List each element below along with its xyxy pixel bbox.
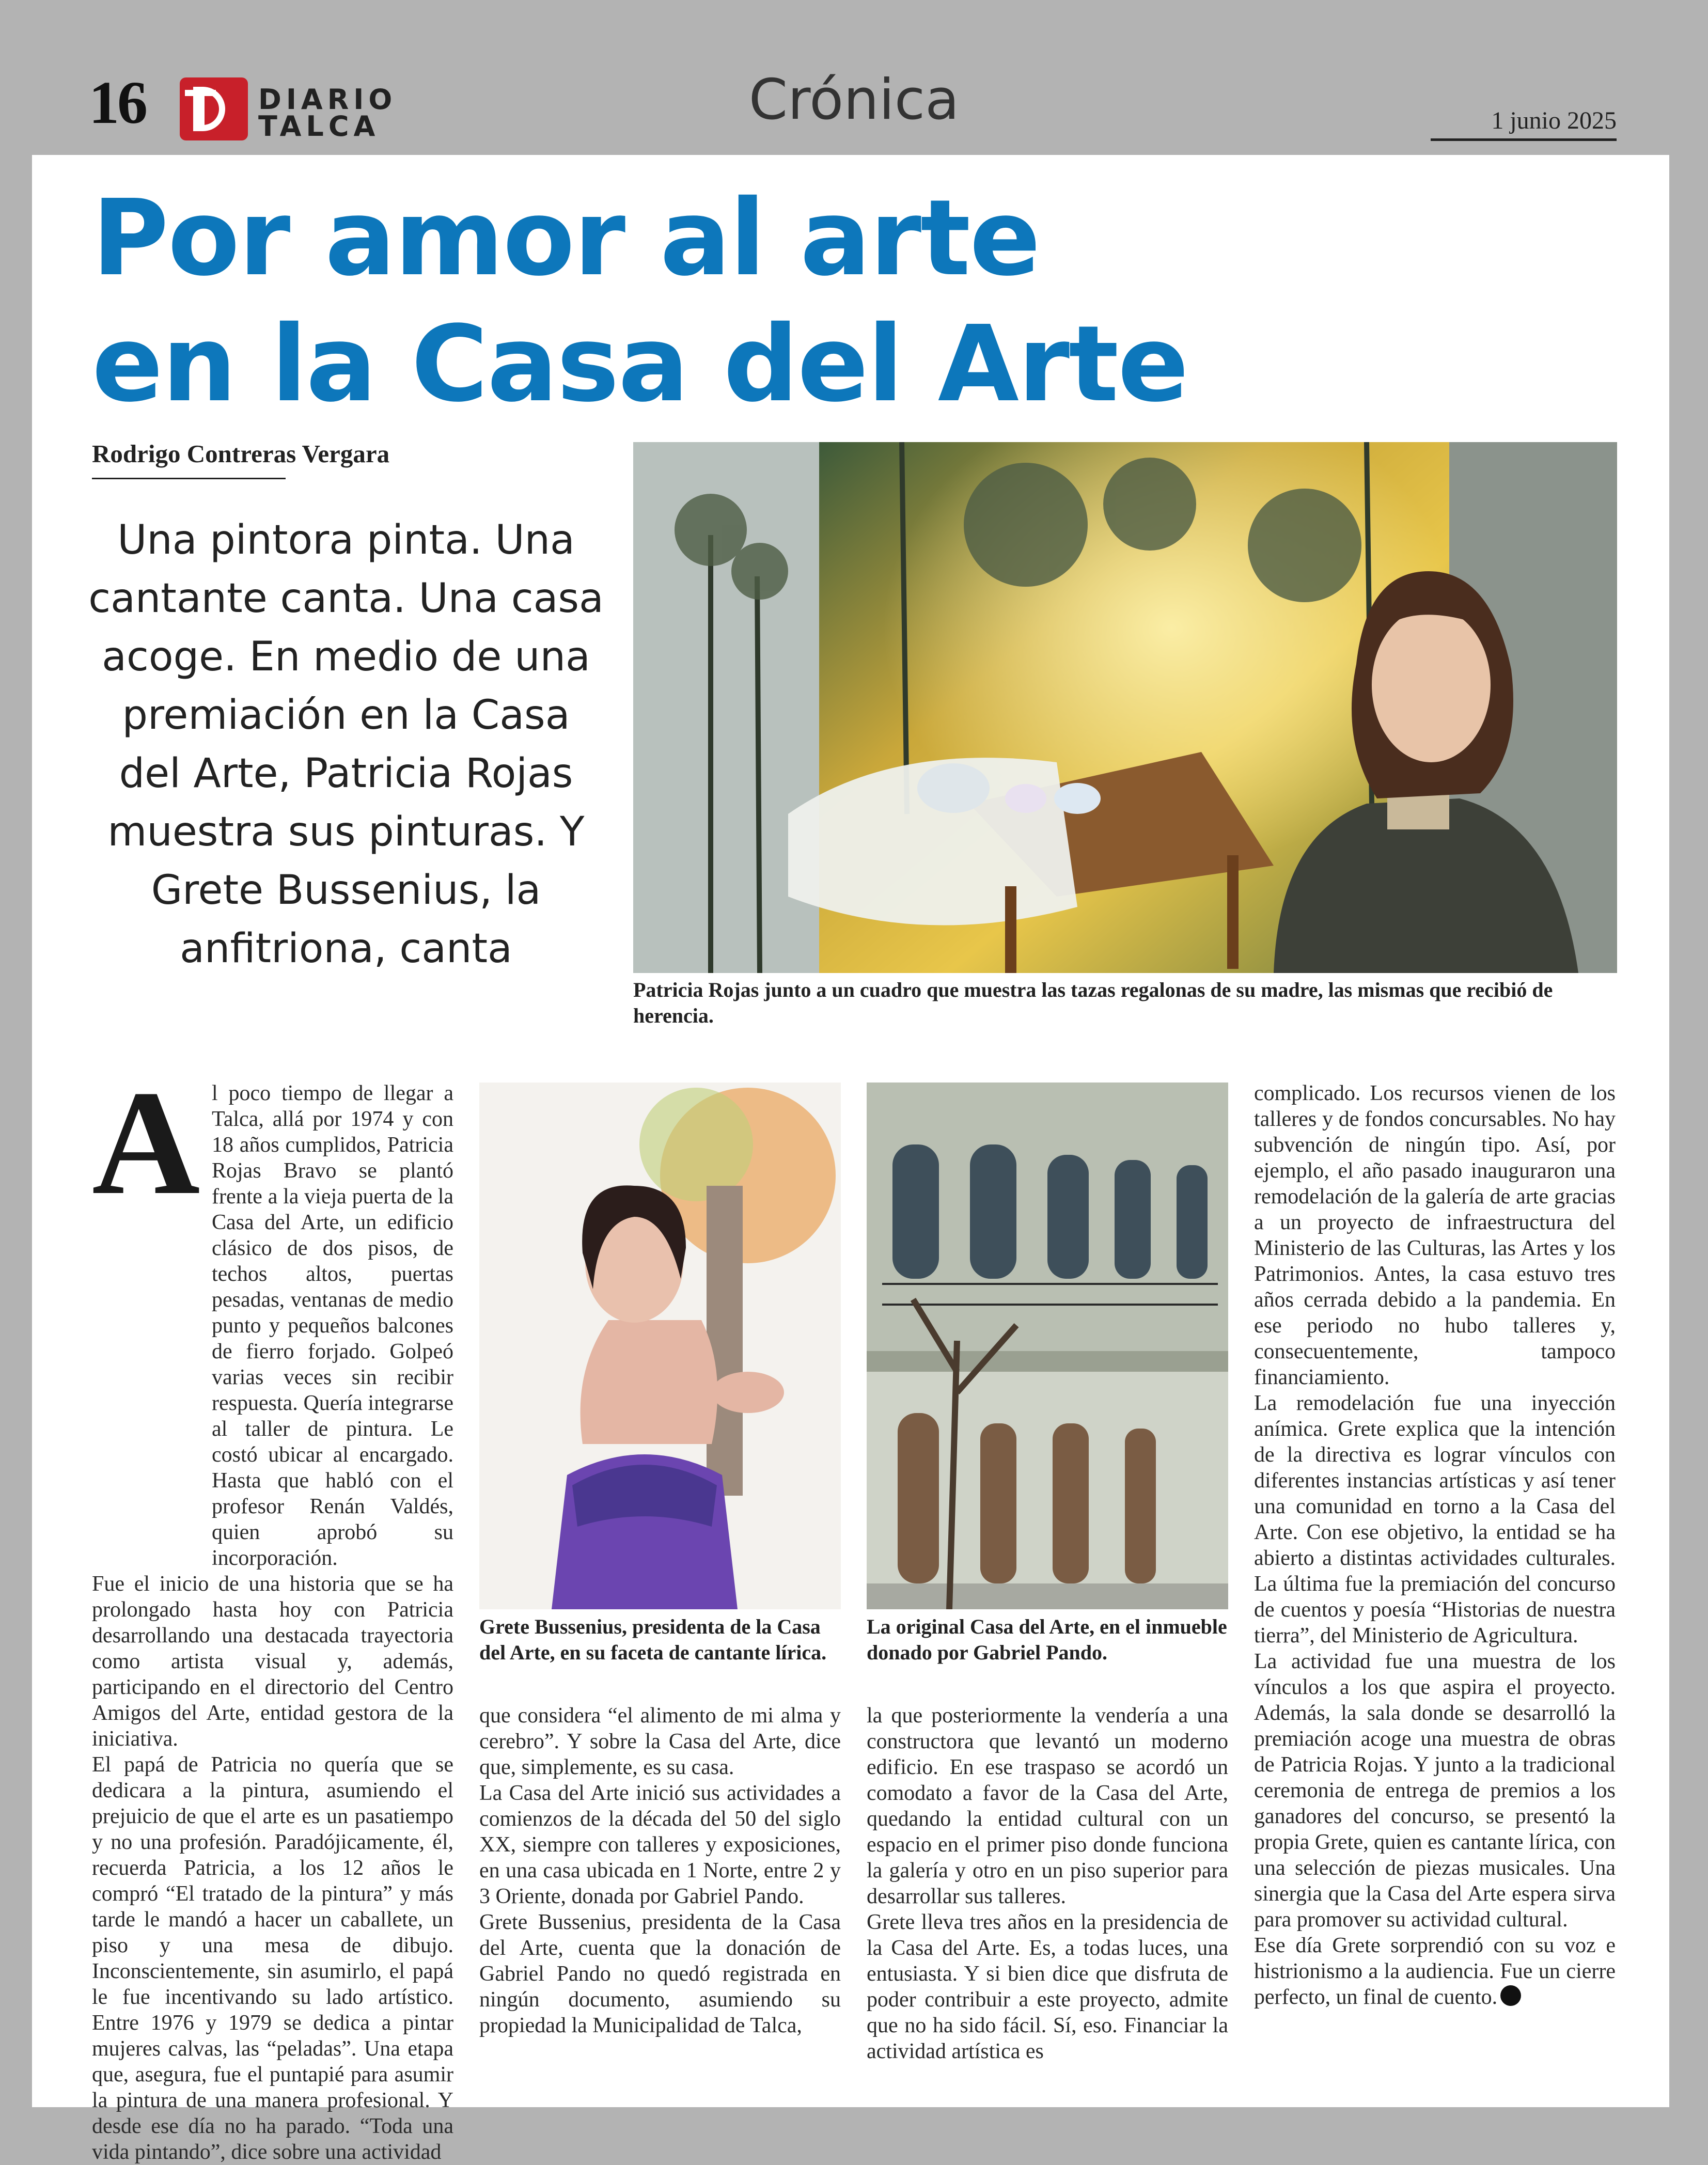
- paragraph: que considera “el alimento de mi alma y cerebro”. Y sobre la Casa del Arte, dice que, simplemente, es su casa.: [479, 1704, 841, 1779]
- paragraph: Fue el inicio de una historia que se ha prolongado hasta hoy con Patricia desarrollando una destacada trayectoria como artista visual y, además, participando en el directorio del Centro Amigos del Arte, entidad gestora de la iniciativa.: [92, 1572, 453, 1751]
- byline-rule: [92, 478, 286, 479]
- article-column-1: [92, 1080, 453, 2165]
- paragraph: La actividad fue una muestra de los vínculos a los que aspira el proyecto. Además, la sala donde se desarrolló la premiación acoge una muestra de obras de Patricia Rojas. Y junto a la tradicional ceremonia de entrega de premios a los ganadores del concurso, se presentó la propia Grete, quien es cantante lírica, con una selección de piezas musicales. Una sinergia que la Casa del Arte espera sirva para promover su actividad cultural.: [1254, 1650, 1616, 1932]
- date-underline: [1431, 138, 1617, 141]
- main-photo-painting-and-artist: [633, 442, 1617, 973]
- headline: [92, 176, 1383, 427]
- paragraph: Grete lleva tres años en la presidencia de la Casa del Arte. Es, a todas luces, una entusiasta. Y si bien dice que disfruta de poder contribuir a este proyecto, admite que no ha sido fácil. Sí, eso. Financiar la actividad artística es: [867, 1910, 1228, 2063]
- photo-original-casa-del-arte: [867, 1082, 1228, 1609]
- drop-cap: A: [92, 1060, 200, 1226]
- page-number: 16: [89, 69, 146, 136]
- photo-building-caption: La original Casa del Arte, en el inmueble donado por Gabriel Pando.: [867, 1615, 1227, 1664]
- paragraph-final: [1254, 1933, 1616, 2010]
- article-column-4: [1254, 1080, 1616, 2010]
- byline: Rodrigo Contreras Vergara: [92, 440, 390, 468]
- paragraph: complicado. Los recursos vienen de los talleres y de fondos concursables. No hay subvención de ningún tipo. Así, por ejemplo, el año pasado inauguraron una remodelación de la galería de arte gracias a un proyecto de infraestructura del Ministerio de las Culturas, las Artes y los Patrimonios. Antes, la casa estuvo tres años cerrada debido a la pandemia. En ese periodo no hubo talleres y, consecuentemente, tampoco financiamiento.: [1254, 1081, 1616, 1389]
- photo-singer-caption: Grete Bussenius, presidenta de la Casa del Arte, en su faceta de cantante lírica.: [479, 1615, 827, 1664]
- lead-paragraph: Una pintora pinta. Una cantante canta. Una casa acoge. En medio de una premiación en la Casa del Arte, Patricia Rojas muestra sus pinturas. Y Grete Bussenius, la anfitriona, canta: [88, 517, 604, 972]
- article-column-2: [479, 1703, 841, 2038]
- paragraph: La remodelación fue una inyección anímica. Grete explica que la intención de la directiva es lograr vínculos con diferentes instancias artísticas y así tener una comunidad en torno a la Casa del Arte. Con ese objetivo, la entidad se ha abierto a distintas actividades culturales. La última fue la premiación del concurso de cuentos y poesía “Historias de nuestra tierra”, del Ministerio de Agricultura.: [1254, 1391, 1616, 1648]
- article-column-3: [867, 1703, 1228, 2064]
- paragraph-intro: l poco tiempo de llegar a Talca, allá por 1974 y con 18 años cumplidos, Patricia Rojas Bravo se plantó frente a la vieja puerta de la Casa del Arte, un edificio clásico de dos pisos, de techos altos, puertas pesadas, ventanas de medio punto y pequeños balcones de fierro forjado. Golpeó varias veces sin recibir respuesta. Quería integrarse al taller de pintura. Le costó ubicar al encargado. Hasta que habló con el profesor Renán Valdés, quien aprobó su incorporación.: [212, 1081, 453, 1570]
- logo-wordmark-diario: DIARIO: [258, 83, 397, 116]
- final-paragraph-text: Ese día Grete sorprendió con su voz e histrionismo a la audiencia. Fue un cierre perfecto, un final de cuento.: [1254, 1934, 1616, 2009]
- headline-line-2: en la Casa del Arte: [92, 303, 1188, 425]
- logo-wordmark-talca: TALCA: [258, 110, 380, 143]
- paragraph: La Casa del Arte inició sus actividades a comienzos de la década del 50 del siglo XX, siempre con talleres y exposiciones, en una casa ubicada en 1 Norte, entre 2 y 3 Oriente, donada por Gabriel Pando.: [479, 1781, 841, 1908]
- headline-line-1: Por amor al arte: [92, 177, 1040, 299]
- paragraph: El papá de Patricia no quería que se dedicara a la pintura, asumiendo el prejuicio de que el arte es un pasatiempo y no una profesión. Paradójicamente, él, recuerda Patricia, a los 12 años le compró “El tratado de la pintura” y más tarde le mandó a hacer un caballete, un piso y una mesa de dibujo. Inconscientemente, sin asumirlo, el papá le fue incentivando su lado artístico. Entre 1976 y 1979 se dedica a pintar mujeres calvas, las “peladas”. Una etapa que, asegura, fue el puntapié para asumir la pintura de una manera profesional. Y desde ese día no ha parado. “Toda una vida pintando”, dice sobre una actividad: [92, 1753, 453, 2164]
- main-photo-caption: Patricia Rojas junto a un cuadro que muestra las tazas regalonas de su madre, las mismas que recibió de herencia.: [633, 978, 1553, 1027]
- issue-date: 1 junio 2025: [1491, 107, 1617, 134]
- section-title: Crónica: [748, 68, 960, 132]
- paragraph: Grete Bussenius, presidenta de la Casa del Arte, cuenta que la donación de Gabriel Pando no quedó registrada en ningún documento, asumiendo su propiedad la Municipalidad de Talca,: [479, 1910, 841, 2037]
- end-of-article-icon: [1500, 1985, 1521, 2006]
- paragraph: la que posteriormente la vendería a una constructora que levantó un moderno edificio. En ese traspaso se acordó un comodato a favor de la Casa del Arte, quedando la entidad cultural con un espacio en el primer piso donde funciona la galería y otro en un piso superior para desarrollar sus talleres.: [867, 1704, 1228, 1908]
- photo-singer-grete-bussenius: [479, 1082, 841, 1609]
